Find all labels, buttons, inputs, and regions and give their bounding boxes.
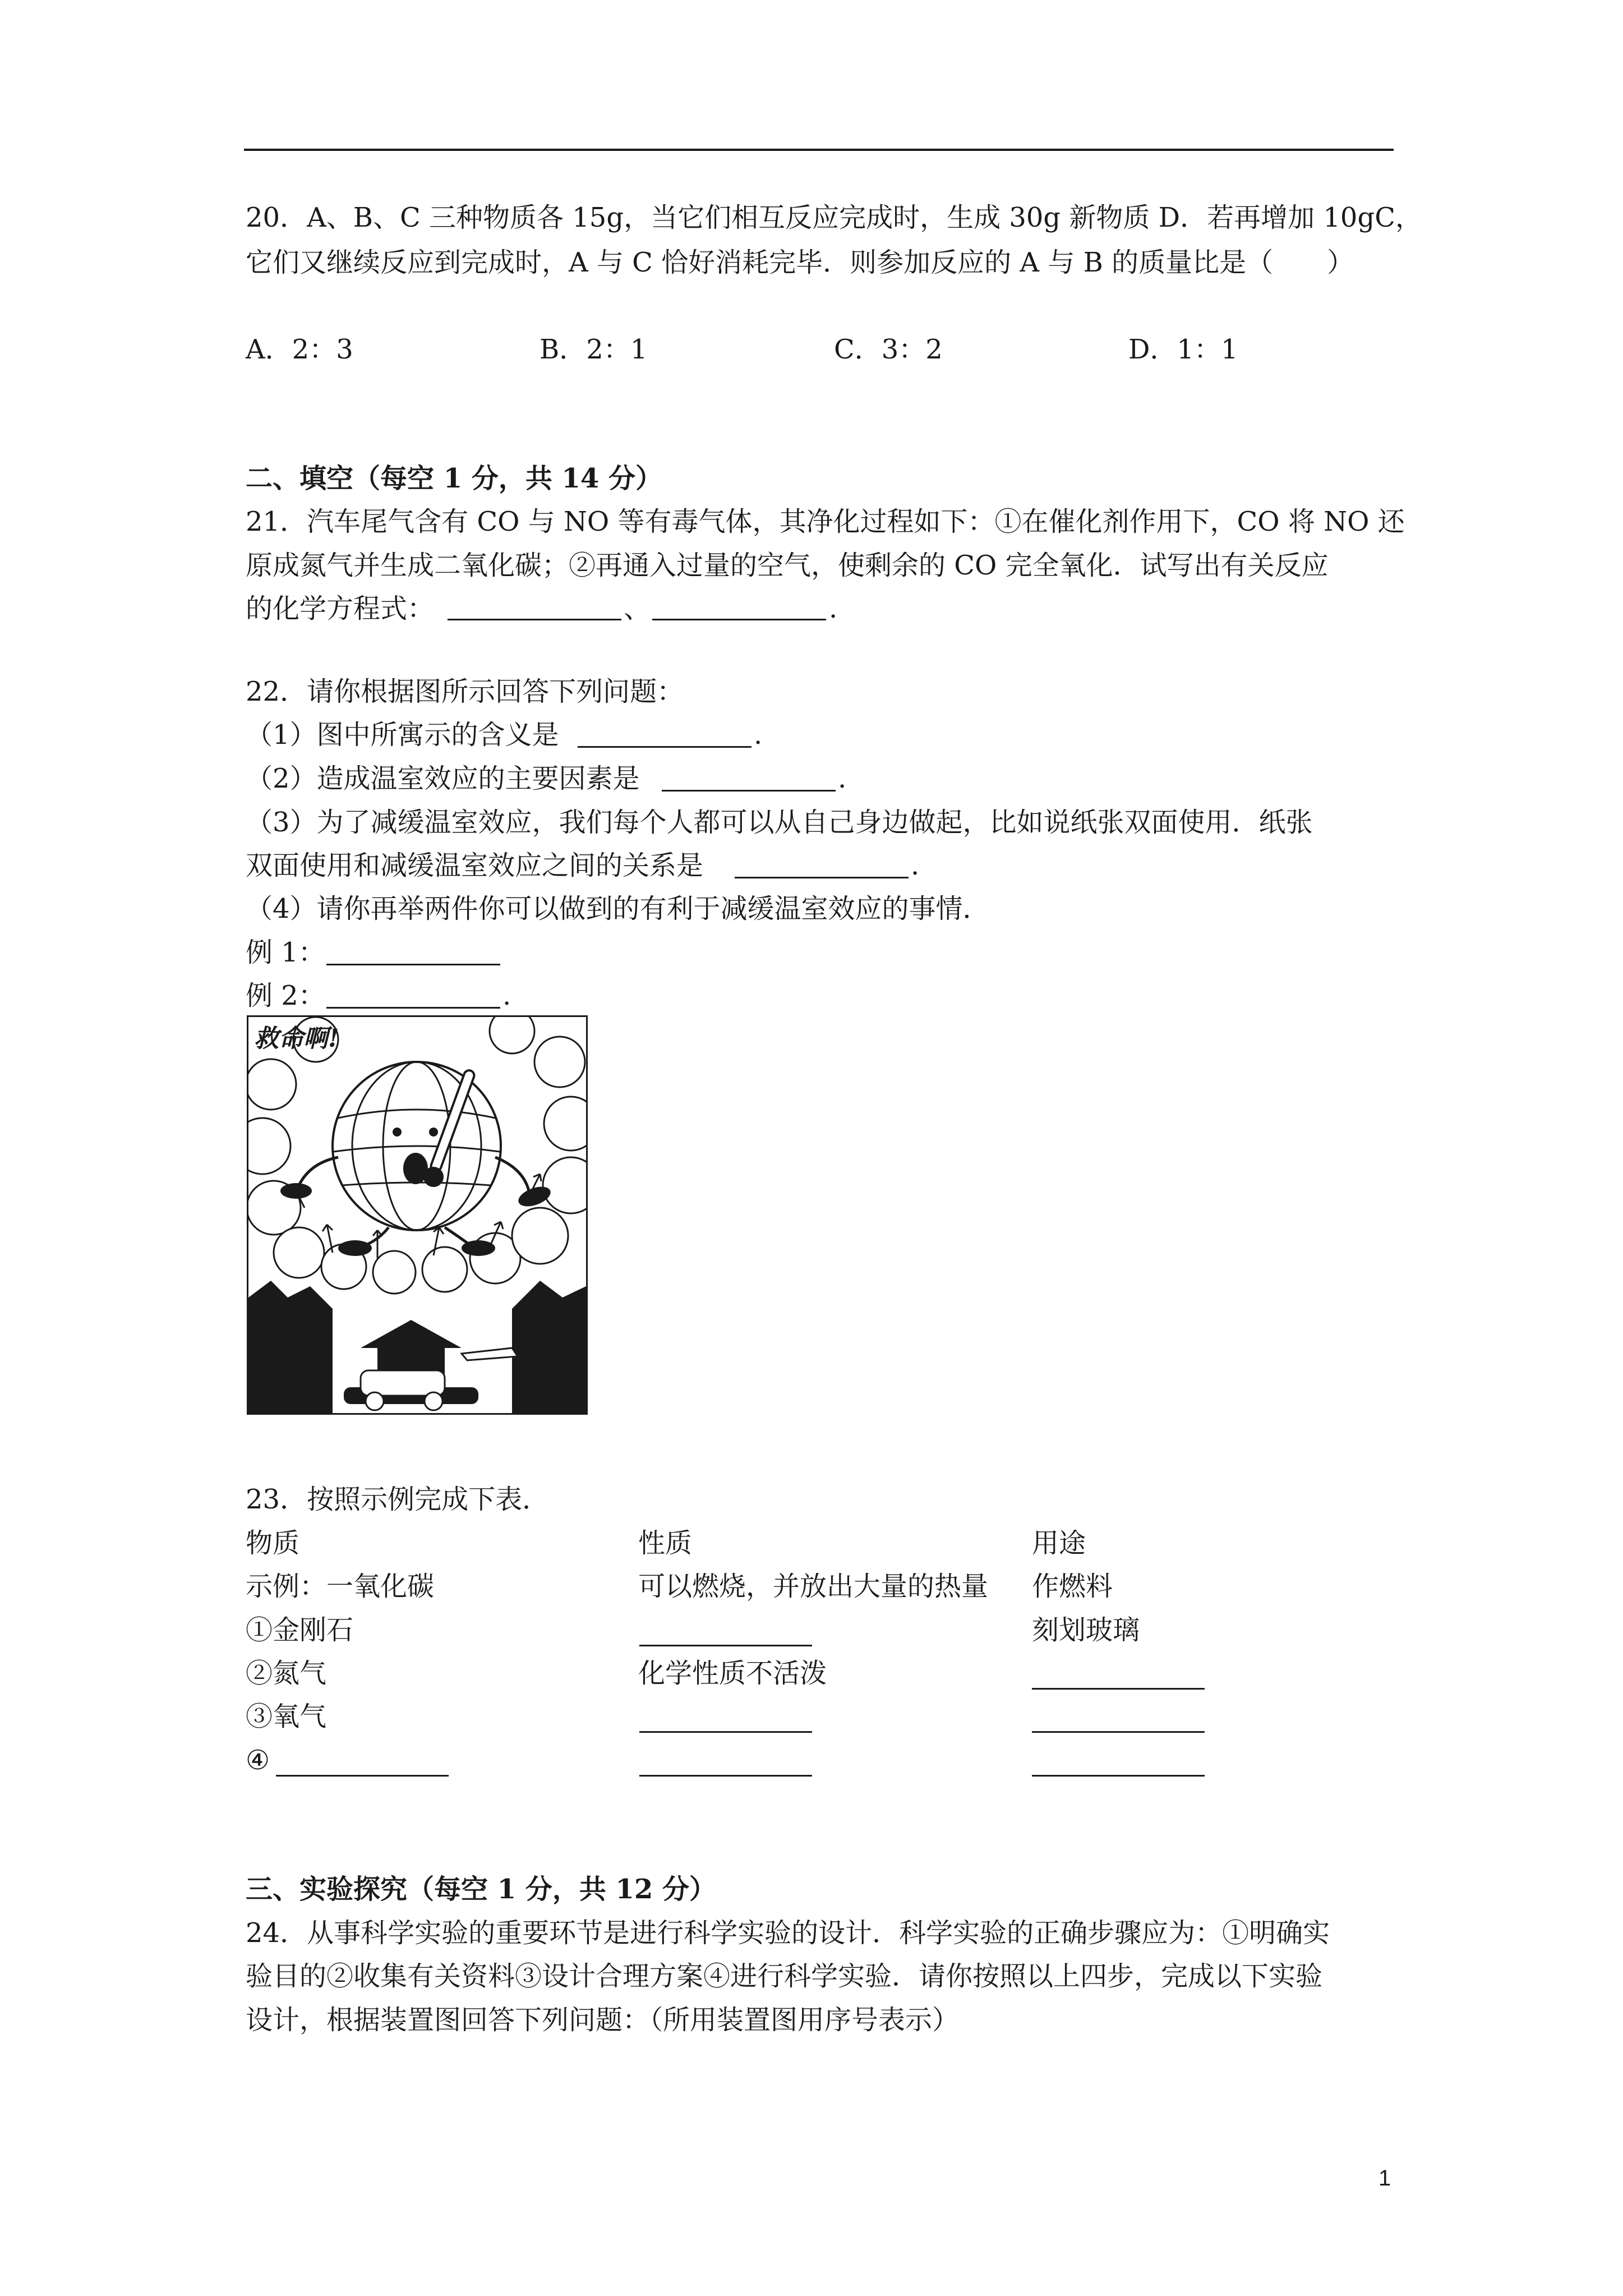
q20-option-a: A．2：3 — [246, 334, 353, 365]
q21-period: . — [829, 593, 838, 624]
q20-line1: 20．A、B、C 三种物质各 15g，当它们相互反应完成时，生成 30g 新物质 D．若再增加 10gC， — [246, 202, 1422, 233]
cartoon-caption: 救命啊! — [254, 1024, 339, 1053]
q21-line1: 21．汽车尾气含有 CO 与 NO 等有毒气体，其净化过程如下：①在催化剂作用下，CO 将 NO 还 — [246, 506, 1405, 537]
q20-option-c: C．3：2 — [834, 334, 943, 365]
table-row3-substance: ③氧气 — [246, 1701, 327, 1732]
table-row2-use-blank — [1032, 1688, 1205, 1690]
table-header-property: 性质 — [638, 1527, 693, 1559]
table-header-substance: 物质 — [246, 1527, 300, 1559]
table-header-use: 用途 — [1032, 1527, 1086, 1559]
table-row0-use: 作燃料 — [1032, 1571, 1113, 1602]
q22-blank-1 — [578, 746, 751, 748]
q22-part2-period: . — [838, 763, 847, 794]
q22-part4: （4）请你再举两件你可以做到的有利于减缓温室效应的事情． — [246, 893, 990, 924]
q21-line2: 原成氮气并生成二氧化碳；②再通入过量的空气，使剩余的 CO 完全氧化．试写出有关反应 — [246, 550, 1329, 581]
q21-blank-1 — [448, 619, 621, 620]
q24-line2: 验目的②收集有关资料③设计合理方案④进行科学实验．请你按照以上四步，完成以下实验 — [246, 1961, 1323, 1992]
q22-part3-line2: 双面使用和减缓温室效应之间的关系是 — [246, 850, 704, 881]
q22-example2-label: 例 2： — [246, 980, 325, 1011]
table-row1-use: 刻划玻璃 — [1032, 1614, 1140, 1646]
table-row0-property: 可以燃烧，并放出大量的热量 — [638, 1571, 989, 1602]
table-row1-substance: ①金刚石 — [246, 1614, 354, 1646]
q20-option-b: B．2：1 — [540, 334, 648, 365]
q22-part3-line1: （3）为了减缓温室效应，我们每个人都可以从自己身边做起，比如说纸张双面使用．纸张 — [246, 807, 1313, 838]
q24-line3: 设计，根据装置图回答下列问题：（所用装置图用序号表示） — [246, 2004, 960, 2036]
table-row4-property-blank — [639, 1775, 812, 1777]
table-row0-substance: 示例：一氧化碳 — [246, 1571, 435, 1602]
q22-example1-label: 例 1： — [246, 937, 325, 968]
q22-blank-2 — [662, 790, 836, 792]
q20-line2: 它们又继续反应到完成时，A 与 C 恰好消耗完毕．则参加反应的 A 与 B 的质量比是（ ） — [246, 247, 1354, 278]
table-row4-substance: ④ — [246, 1745, 270, 1776]
section3-title: 三、实验探究（每空 1 分，共 12 分） — [246, 1874, 717, 1905]
q23-intro: 23．按照示例完成下表． — [246, 1484, 550, 1515]
q21-separator: 、 — [624, 593, 651, 624]
page-number: 1 — [1378, 2166, 1391, 2191]
section2-title: 二、填空（每空 1 分，共 14 分） — [246, 463, 663, 494]
table-row4-substance-blank — [276, 1775, 449, 1777]
header-rule — [244, 149, 1394, 151]
table-row4-use-blank — [1032, 1775, 1205, 1777]
table-row3-property-blank — [639, 1731, 812, 1733]
q21-blank-2 — [652, 619, 826, 620]
q22-part1-period: . — [754, 719, 763, 751]
q22-intro: 22．请你根据图所示回答下列问题： — [246, 676, 684, 707]
q22-example2-blank — [326, 1007, 500, 1009]
table-row2-property: 化学性质不活泼 — [638, 1658, 827, 1689]
q22-part2: （2）造成温室效应的主要因素是 — [246, 763, 640, 794]
q24-line1: 24．从事科学实验的重要环节是进行科学实验的设计．科学实验的正确步骤应为：①明确实 — [246, 1917, 1330, 1949]
q21-line3-prefix: 的化学方程式： — [246, 593, 435, 624]
q22-example2-period: . — [502, 980, 511, 1011]
table-row3-use-blank — [1032, 1731, 1205, 1733]
q20-option-d: D．1：1 — [1128, 334, 1238, 365]
q22-part3-period: . — [911, 850, 920, 881]
greenhouse-cartoon-image — [247, 1015, 588, 1415]
q22-part1: （1）图中所寓示的含义是 — [246, 719, 559, 751]
table-row1-property-blank — [639, 1645, 812, 1646]
table-row2-substance: ②氮气 — [246, 1658, 327, 1689]
q22-blank-3 — [735, 877, 909, 878]
q22-example1-blank — [326, 964, 500, 965]
